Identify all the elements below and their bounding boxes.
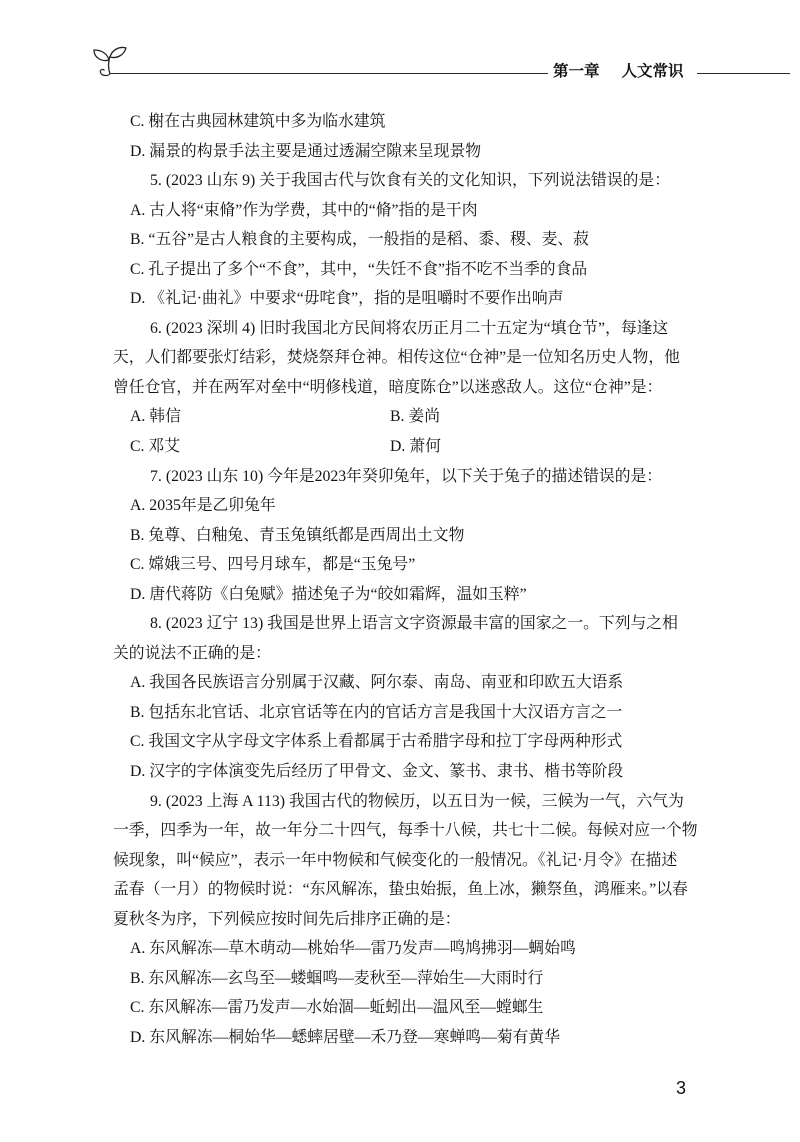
running-header: [553, 60, 684, 82]
page-body: [0, 107, 800, 1053]
option-d: D. 萧何: [390, 438, 441, 456]
option-line: A. 2035年是乙卯兔年: [130, 497, 276, 515]
question-text-continued: 孟春（一月）的物候时说：“东风解冻，蛰虫始振，鱼上冰，獭祭鱼，鸿雁来。”以春: [113, 881, 688, 899]
option-row: [0, 432, 800, 462]
question-5-stem: [0, 166, 800, 196]
question-text: 我国是世界上语言文字资源最丰富的国家之一。下列与之相: [267, 615, 678, 633]
question-source: (2023 山东 9): [165, 172, 256, 190]
option-b: B. 姜尚: [390, 408, 441, 426]
question-text-continued: 夏秋冬为序，下列候应按时间先后排序正确的是：: [113, 910, 461, 928]
question-text-continued: 一季，四季为一年，故一年分二十四气，每季十八候，共七十二候。每候对应一个物: [113, 822, 698, 840]
question-9-stem: [0, 787, 800, 817]
option-line: C. 榭在古典园林建筑中多为临水建筑: [130, 113, 386, 130]
header-rule-left: [110, 73, 548, 74]
option-line: A. 古人将“束脩”作为学费，其中的“脩”指的是干肉: [130, 201, 478, 219]
option-line: D. 《礼记·曲礼》中要求“毋咤食”，指的是咀嚼时不要作出响声: [130, 290, 564, 308]
option-line: D. 汉字的字体演变先后经历了甲骨文、金文、篆书、隶书、楷书等阶段: [130, 763, 624, 781]
question-source: (2023 辽宁 13): [165, 615, 264, 633]
question-text: 关于我国古代与饮食有关的文化知识，下列说法错误的是：: [259, 172, 671, 190]
page-number: 3: [676, 1078, 687, 1098]
question-7-stem: [0, 462, 800, 492]
chapter-label: 第一章: [553, 62, 600, 80]
question-6-stem: [0, 314, 800, 344]
question-text-continued: 曾任仓官，并在两军对垒中“明修栈道，暗度陈仓”以迷惑敌人。这位“仓神”是：: [113, 378, 663, 396]
option-line: C. 孔子提出了多个“不食”，其中，“失饪不食”指不吃不当季的食品: [130, 260, 588, 278]
question-text-continued: 候现象，叫“候应”，表示一年中物候和气候变化的一般情况。《礼记·月令》在描述: [113, 851, 678, 869]
question-8-stem: [0, 609, 800, 639]
question-text-continued: 天，人们都要张灯结彩，焚烧祭拜仓神。相传这位“仓神”是一位知名历史人物，他: [113, 349, 680, 367]
question-source: (2023 山东 10): [165, 467, 264, 485]
option-line: A. 我国各民族语言分别属于汉藏、阿尔泰、南岛、南亚和印欧五大语系: [130, 674, 624, 692]
question-number: 6.: [150, 319, 162, 337]
question-text-continued: 关的说法不正确的是：: [113, 644, 271, 662]
question-number: 9.: [150, 792, 162, 810]
option-line: B. 东风解冻—玄鸟至—蝼蝈鸣—麦秋至—萍始生—大雨时行: [130, 969, 544, 987]
option-line: D. 东风解冻—桐始华—蟋蟀居壁—禾乃登—寒蝉鸣—菊有黄华: [130, 1028, 561, 1046]
question-text: 旧时我国北方民间将农历正月二十五定为“填仓节”，每逢这: [259, 319, 669, 337]
option-line: A. 东风解冻—草木萌动—桃始华—雷乃发声—鸣鸠拂羽—蜩始鸣: [130, 940, 576, 958]
option-line: B. 包括东北官话、北京官话等在内的官话方言是我国十大汉语方言之一: [130, 703, 623, 721]
question-number: 5.: [150, 172, 162, 190]
option-row: [0, 402, 800, 432]
question-number: 8.: [150, 615, 162, 633]
question-text: 今年是2023年癸卯兔年，以下关于兔子的描述错误的是：: [267, 467, 663, 485]
option-line: C. 东风解冻—雷乃发声—水始涸—蚯蚓出—温风至—螳螂生: [130, 999, 544, 1017]
question-number: 7.: [150, 467, 162, 485]
option-line: D. 漏景的构景手法主要是通过透漏空隙来呈现景物: [130, 142, 482, 160]
question-text: 我国古代的物候历，以五日为一候，三候为一气，六气为: [288, 792, 684, 810]
option-line: D. 唐代蒋防《白兔赋》描述兔子为“皎如霜辉，温如玉粹”: [130, 585, 527, 603]
option-c: C. 邓艾: [130, 438, 181, 456]
chapter-title: 人文常识: [621, 62, 684, 80]
option-line: B. 兔尊、白釉兔、青玉兔镇纸都是西周出土文物: [130, 526, 465, 544]
sprout-icon: [88, 41, 132, 77]
option-line: B. “五谷”是古人粮食的主要构成，一般指的是稻、黍、稷、麦、菽: [130, 231, 589, 249]
option-line: C. 我国文字从字母文字体系上看都属于古希腊字母和拉丁字母两种形式: [130, 733, 623, 751]
question-source: (2023 深圳 4): [165, 319, 256, 337]
option-line: C. 嫦娥三号、四号月球车，都是“玉兔号”: [130, 556, 416, 574]
option-a: A. 韩信: [130, 408, 181, 426]
header-rule-right: [697, 73, 790, 74]
question-source: (2023 上海 A 113): [165, 792, 286, 810]
